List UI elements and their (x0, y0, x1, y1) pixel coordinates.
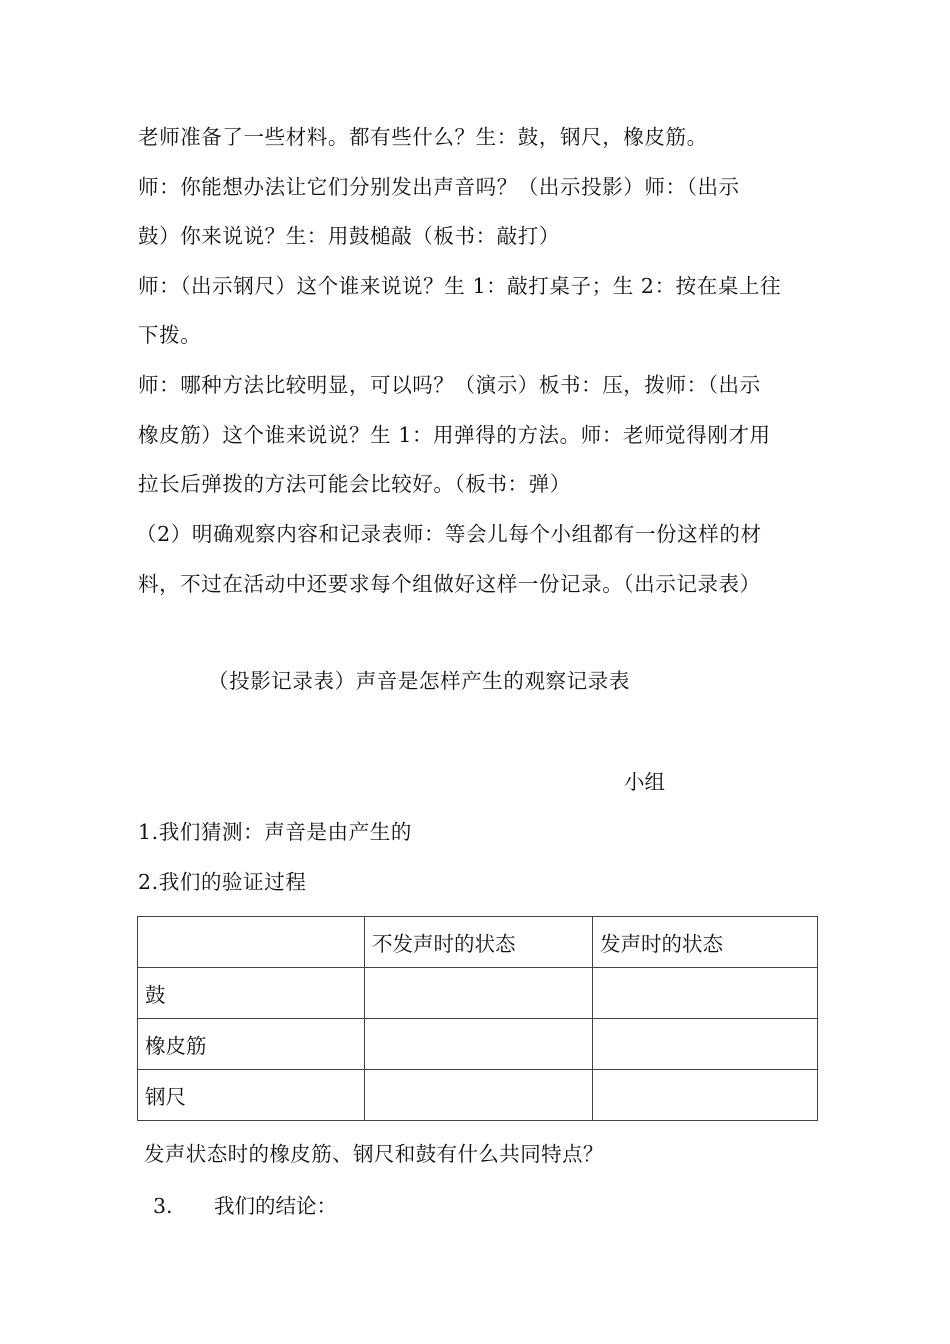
paragraph-line-4: 师：（出示钢尺）这个谁来说说？生 1：敲打桌子；生 2：按在桌上往 (138, 274, 782, 298)
record-table-title: （投影记录表）声音是怎样产生的观察记录表 (208, 669, 630, 693)
row-label-drum: 鼓 (138, 968, 365, 1019)
header-cell-sounding-state: 发声时的状态 (593, 917, 818, 968)
table-row (138, 1019, 818, 1070)
header-cell-blank (138, 917, 365, 968)
conclusion-number: 3. (153, 1194, 173, 1218)
observation-record-table (137, 916, 818, 1121)
paragraph-line-9: （2）明确观察内容和记录表师：等会儿每个小组都有一份这样的材 (136, 522, 762, 546)
paragraph-line-8: 拉长后弹拨的方法可能会比较好。（板书：弹） (138, 472, 571, 496)
paragraph-line-1: 老师准备了一些材料。都有些什么？生：鼓，钢尺，橡皮筋。 (138, 125, 708, 149)
table-cell (365, 1070, 593, 1121)
table-cell (593, 1019, 818, 1070)
header-cell-silent-state: 不发声时的状态 (365, 917, 593, 968)
row-label-rubber-band: 橡皮筋 (138, 1019, 365, 1070)
group-label: 小组 (624, 770, 665, 794)
table-header-row (138, 917, 818, 968)
table-cell (593, 968, 818, 1019)
item-verification: 2.我们的验证过程 (138, 870, 307, 894)
paragraph-line-5: 下拨。 (138, 323, 202, 347)
table-cell (593, 1070, 818, 1121)
conclusion-label: 我们的结论： (214, 1194, 337, 1218)
paragraph-line-3: 鼓）你来说说？生：用鼓槌敲（板书：敲打） (138, 224, 560, 248)
table-cell (365, 1019, 593, 1070)
table-row (138, 968, 818, 1019)
common-feature-question: 发声状态时的橡皮筋、钢尺和鼓有什么共同特点？ (144, 1142, 604, 1166)
paragraph-line-2: 师：你能想办法让它们分别发出声音吗？（出示投影）师：（出示 (138, 175, 740, 199)
paragraph-line-7: 橡皮筋）这个谁来说说？生 1：用弹得的方法。师：老师觉得刚才用 (138, 423, 771, 447)
paragraph-line-10: 料，不过在活动中还要求每个组做好这样一份记录。（出示记录表） (138, 572, 761, 596)
paragraph-line-6: 师：哪种方法比较明显，可以吗？（演示）板书：压，拨师：（出示 (138, 373, 761, 397)
row-label-steel-ruler: 钢尺 (138, 1070, 365, 1121)
table-row (138, 1070, 818, 1121)
table-cell (365, 968, 593, 1019)
item-hypothesis: 1.我们猜测：声音是由产生的 (138, 820, 412, 844)
